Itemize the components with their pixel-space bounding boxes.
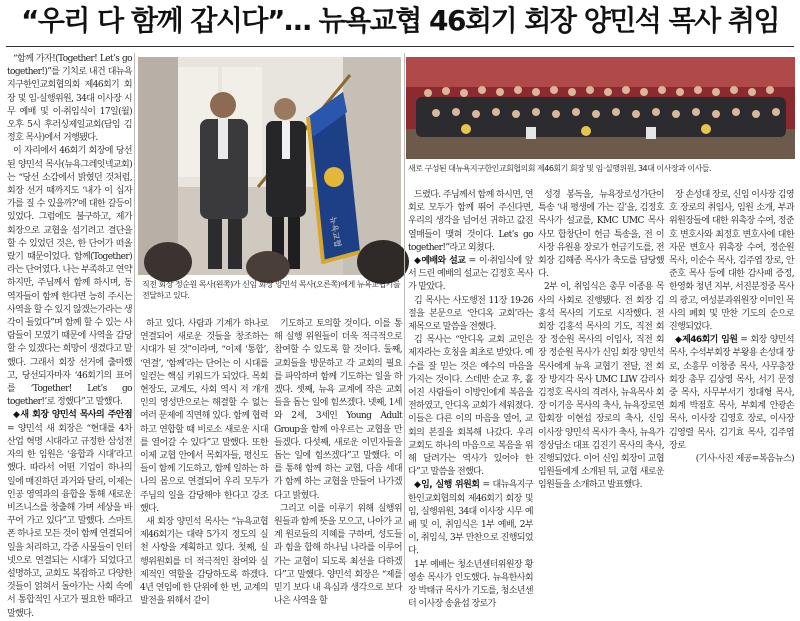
flag-text: 뉴욕교협 [328,215,343,248]
col3-paragraph: 그리고 이를 이루기 위해 실행위원들과 함께 뜻을 모으고, 나아가 교계 원로들의 지혜를 구하며, 성도들과 힘을 합해 하나님 나라를 이루어 가는 교협이 되도록 최선을 다하겠다”고 말했다. 양민석 회장은 “제를 믿기 보다 내 욕심과 생각으로 보다 나은 사역을 할 [274,503,402,607]
col6-paragraph: 장 손성대 장로, 신임 이사장 김영호 장로의 취임사, 임원 소개, 부과위원장들에 대한 위촉장 수여, 정준호 변호사와 최정호 변호사에 대한 자문 변호사 위촉장 수여, 정순원 목사, 이순수 목사, 김주엽 장로, 안준호 목사 등에 대한 감사패 증정, 한영화 청년 지부, 서진분정중 목사의 광고, 여성분과위원장 이미인 목사의 폐회 및 만찬 기도의 순으로 진행되었다. [669,190,794,333]
article-column-5 [538,189,664,581]
col6-paragraph [669,334,794,453]
article-column-1 [7,53,132,619]
photo1-caption: 직전 회장 정순원 목사(왼쪽)가 신임 회장 양민석 목사(오른쪽)에게 뉴욕교협기를 전달하고 있다. [142,280,401,300]
subheading: ◆새 회장 양민석 목사의 주안점 [13,410,132,421]
subheading: ◆예배와 설교 [414,256,466,267]
col1-paragraph: 이 자리에서 46회기 회장에 당선된 양민석 목사(뉴욕그레잇넥교회)는 “당선 소감에서 밝혔던 것처럼, 회장 선거 때까지도 ‘내가 이 십자가를 질 수 있을까?’에 대한 갈등이 있었다. 그럼에도 불구하고, 제가 회장으로 교협을 섬기려고 결단을 할 수 있었던 것은, 한 단어가 떠올랐기 때문이었다. 함께(Together)라는 단어였다. 나는 부족하고 연약하지만, 주님께서 함께 하시며, 동역자들이 함께 한다면 능히 주시는 사역을 할 수 있지 않겠는가라는 생각이 들었다”며 함께 할 수 있는 사람들이 모였기 때문에 사역을 감당할 수 있겠다는 희망이 생겼다고 말했다. 그래서 회장 선거에 출마했고, 당선되자마자 ‘46회기의 표어를 ‘Together! Let’s go together!’로 정했다”고 말했다. [7,146,132,408]
flag-handover-photo [138,57,401,275]
headline: “우리 다 함께 갑시다”… 뉴욕교협 46회기 회장 양민석 목사 취임 [20,4,780,37]
col4-subtext: = 대뉴욕지구한인교회협의회 제46회기 회장 및 임, 실행위원, 34대 이사장 시무 예배 및 이, 취임식은 1부 예배, 2부 이, 취임식, 3부 만찬으로 진행되었다. [408,480,533,557]
col3-paragraph: 기도하고 토의할 것이다. 이를 통해 실행 위원들이 더욱 적극적으로 참여할 수 있도록 할 것이다. 둘째, 교회들을 방문하고 각 교회의 필요를 파악하며 함께 기도하는 일을 하겠다. 셋째, 뉴욕 교계에 작은 교회들을 돕는 일에 힘쓰겠다. 넷째, 1세와 2세, 3세인 Young Adult Group을 함께 아우르는 교협을 만들겠다. 다섯째, 새로운 이민자들을 돕는 일에 힘쓰겠다”고 말했다. 이를 통해 함께 하는 교협, 다음 세대가 함께 하는 교협을 만들어 나가겠다고 밝혔다. [274,319,402,501]
column-divider [404,53,405,581]
col4-paragraph [408,255,533,295]
col5-paragraph: 성경 봉독을, 뉴욕장로성가단이 특송 ‘내 평생에 가는 길’을, 김정호 목사가 설교를, KMC UMC 목사 사모 합창단이 헌금 특송을, 전 이사장 유원용 장로가 헌금기도를, 전 회장 김해종 목사가 축도를 담당했다. [538,190,664,280]
col5-paragraph: 2부 이, 취임식은 총무 이종용 목사의 사회로 진행됐다. 전 회장 김홍석 목사의 기도로 시작했다. 전 회장 김홍석 목사의 기도, 직전 회장 정순원 목사의 이임사, 직전 회장 정순원 목사가 신임 회장 양민석 목사에게 뉴욕 교협기 전달, 전 회장 방지각 목사 UMC LIW 감리사 김정호 목사의 격려사, 뉴욕목사 회장 이기응 목사의 축사, 뉴욕장로연합회장 이현섭 장로의 축사, 신임 이사장 양민석 목사가 축사, 뉴욕가정상담소 대표 김진기 목사의 축사, 진행되었다. 이어 신임 회장이 교협 임원들에게 소개된 뒤, 교협 새로운 임원들을 소개하고 발표했다. [538,282,664,491]
subheading: ◆제46회기 임원 [675,335,738,346]
col6-subtext: = 회장 양민석 목사, 수석부회장 부왕용 손성대 장로, 소흥무 이창종 목사, 사무총장 회장 총무 김상영 목사, 서기 문정중 목사, 사무부서기 정대형 목사, 회계 박점호 목사, 부회계 안광손 목사, 이사장 김영호 장로, 이사장 김영렬 목사, 김기효 목사, 김주엽 장로 [669,335,794,451]
col4-subtext: = 이·취임식에 앞서 드린 예배의 설교는 김정호 목사가 맡았다. [408,256,533,293]
article-column-2 [140,318,268,607]
article-column-3 [274,318,402,607]
article-column-6 [669,189,794,581]
col2-paragraph: 하고 있다. 사람과 기계가 하나로 연결되어 새로운 것들을 창조하는 시대가 된 것”이라며, “이제 ‘통합’, ‘연결’, ‘함께’라는 단어는 이 시대를 일컫는 핵심 키워드가 되었다. 목회 현장도, 교계도, 사회 역시 저 개개인의 영성만으로는 해결할 수 없는 여러 문제에 직면해 있다. 함께 협력하고 연합할 때 비로소 새로운 시대를 열어갈 수 있다”고 말했다. 또한 이제 교협 안에서 목회자들, 평신도들이 함께 기도하고, 함께 일하는 하나의 몸으로 연결되어 우리 모두가 주님의 일을 감당해야 한다고 강조했다. [140,319,268,514]
flag-handover-illustration [138,57,401,275]
col1-subtext: = 양민석 새 회장은 “현대를 4차 산업 혁명 시대라고 규정한 삼성전자의 한 임원은 ‘융합과 시대’라고 했다. 따라서 어떤 기업이 하나의 일에 매진하던 과거와 달리, 이제는 인공 영역과의 융합을 통해 새로운 비즈니스를 창출해 가며 세상을 바꾸어 가고 있다”고 말했다. 스마트폰 하나로 모든 것이 함께 연결되어 일을 처리하고, 각종 사물들이 인터넷으로 연결되는 시대가 되었다고 설명하고, 교회도 복잡하고 다양한 것들이 얽혀서 돌아가는 사회 속에서 통합적인 사고가 필요한 때라고 말했다. [7,423,132,619]
col1-paragraph [7,409,132,620]
col4-paragraph: 드렸다. 주님께서 함께 하시면, 연회로 모두가 함께 뛰어 주신다면, 우리의 생각을 넘어선 귀하고 값진 열매들이 맺혀 것이다. Let’s go together!”라고 외쳤다. [408,190,533,253]
headline-rule [6,46,794,47]
col4-paragraph: 김 목사는 “안디옥 교회 교인은 제자라는 호칭을 최초로 받았다. 예수를 잘 믿는 것은 예수의 마음을 가지는 것이다. 스데반 순교 후, 흩어진 사람들이 이방인에게 복음을 전하였고, 안디옥 교회가 세워졌다. 이들은 다른 이의 마음을 열어, 교회의 본질을 회복해 나갔다. 우리 교회도 하나의 마음으로 복음을 위해 달려가는 역사가 있어야 한다”고 말씀을 전했다. [408,335,533,478]
col4-paragraph [408,479,533,558]
col2-paragraph: 새 회장 양민석 목사는 “뉴욕교협 제46회기는 대략 5가지 정도의 실천 사항을 계획하고 있다. 첫째, 실행위원회를 더 적극적인 참여와 실제적인 역할을 감당하도록 하겠다. 4년 연임에 한 단위에 한 번, 교계의 발전을 위해서 같이 [140,517,268,607]
photo2-caption: 새로 구성된 대뉴욕지구한인교회협의회 제46회기 회장 및 임·실행위원, 34대 이사장과 이사들. [408,164,712,173]
column-divider [134,53,135,581]
group-photo-illustration [406,57,795,159]
article-column-4 [408,189,533,610]
col4-paragraph: 1부 예배는 청소년센터위원장 황영송 목사가 인도했다. 뉴욕한사회장 박태규 목사가 기도를, 청소년센터 이사장 송윤섭 장로가 [408,559,533,610]
group-photo [406,57,795,159]
col1-paragraph: “함께 가자!(Together! Let’s go together!)”를 기치로 내건 대뉴욕지구한인교회협의회 제46회기 회장 및 임·실행위원, 34대 이사장 시무 예배 및 이·취임식이 17일(월) 오후 5시 후러싱제일교회(담임 김정호 목사)에서 거행됐다. [7,54,132,144]
col4-paragraph: 김 목사는 사도행전 11장 19-26절을 본문으로 ‘안디옥 교회’라는 제목으로 말씀을 전했다. [408,295,533,333]
subheading: ◆임, 실행 위원회 [414,480,480,491]
article-credit: (기사·사진 제공=복음뉴스) [695,454,794,465]
